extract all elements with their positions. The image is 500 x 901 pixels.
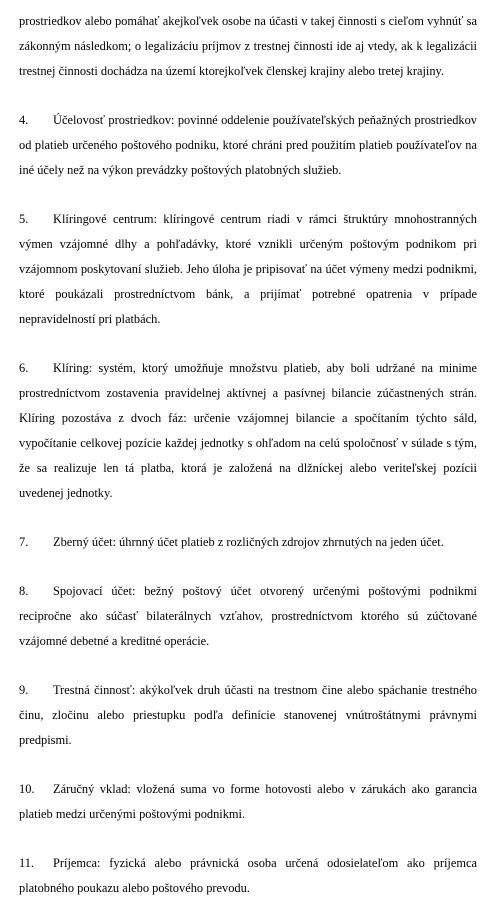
item-number: 5. [19, 212, 29, 226]
item-text: Spojovací účet: bežný poštový účet otvorený určenými poštovými podnikmi recipročne ako súčasť bilaterálnych vzťahov, prostredníctvom ktorého sú zúčtované vzájomné debetné a kreditné operácie. [19, 584, 477, 648]
definition-item [19, 678, 477, 753]
item-text: Klíringové centrum: klíringové centrum riadi v rámci štruktúry mnohostranných výmen vzájomné dlhy a pohľadávky, ktoré vznikli určeným poštovým podnikom pri vzájomnom poskytovaní služieb. Jeho úloha je pripisovať na účet výmeny medzi podnikmi, ktoré poukázali prostredníctvom bánk, a prijímať potrebné opatrenia v prípade nepravidelností pri platbách. [19, 212, 477, 326]
item-text: Príjemca: fyzická alebo právnická osoba určená odosielateľom ako príjemca platobného poukazu alebo poštového prevodu. [19, 856, 477, 895]
item-number: 10. [19, 782, 35, 796]
definition-item [19, 108, 477, 183]
item-number: 11. [19, 856, 35, 870]
item-text: Trestná činnosť: akýkoľvek druh účasti na trestnom čine alebo spáchanie trestného činu, zločinu alebo priestupku podľa definície stanovenej vnútroštátnymi právnymi predpismi. [19, 683, 477, 747]
definition-item [19, 579, 477, 654]
item-text: Účelovosť prostriedkov: povinné oddelenie používateľských peňažných prostriedkov od platieb určeného poštového podniku, ktoré chráni pred použitím platieb používateľov na iné účely než na výkon prevádzky poštových platobných služieb. [19, 113, 477, 177]
definition-item [19, 356, 477, 506]
item-number: 6. [19, 361, 29, 375]
continuation-paragraph: prostriedkov alebo pomáhať akejkoľvek osobe na účasti v takej činnosti s cieľom vyhnúť sa zákonným následkom; o legalizáciu príjmov z trestnej činnosti ide aj vtedy, ak k legalizácii trestnej činnosti dochádza na území ktorejkoľvek členskej krajiny alebo tretej krajiny. [19, 14, 477, 78]
item-number: 9. [19, 683, 29, 697]
definition-item [19, 530, 477, 555]
definition-item [19, 777, 477, 827]
definition-item [19, 207, 477, 332]
item-number: 4. [19, 113, 29, 127]
item-text: Záručný vklad: vložená suma vo forme hotovosti alebo v zárukách ako garancia platieb medzi určenými poštovými podnikmi. [19, 782, 477, 821]
item-number: 8. [19, 584, 29, 598]
item-text: Zberný účet: úhrnný účet platieb z rozličných zdrojov zhrnutých na jeden účet. [53, 535, 444, 549]
item-number: 7. [19, 535, 29, 549]
item-text: Klíring: systém, ktorý umožňuje množstvu platieb, aby boli udržané na minime prostredníctvom zostavenia pravidelnej aktívnej a pasívnej bilancie zúčastnených strán. Klíring pozostáva z dvoch fáz: určenie vzájomnej bilancie a spočítaním týchto sáld, vypočítanie celkovej pozície každej jednotky s ohľadom na celú spoločnosť v súlade s tým, že sa realizuje len tá platba, ktorá je založená na dlžníckej alebo veriteľskej pozícii uvedenej jednotky. [19, 361, 477, 500]
definition-item [19, 851, 477, 901]
